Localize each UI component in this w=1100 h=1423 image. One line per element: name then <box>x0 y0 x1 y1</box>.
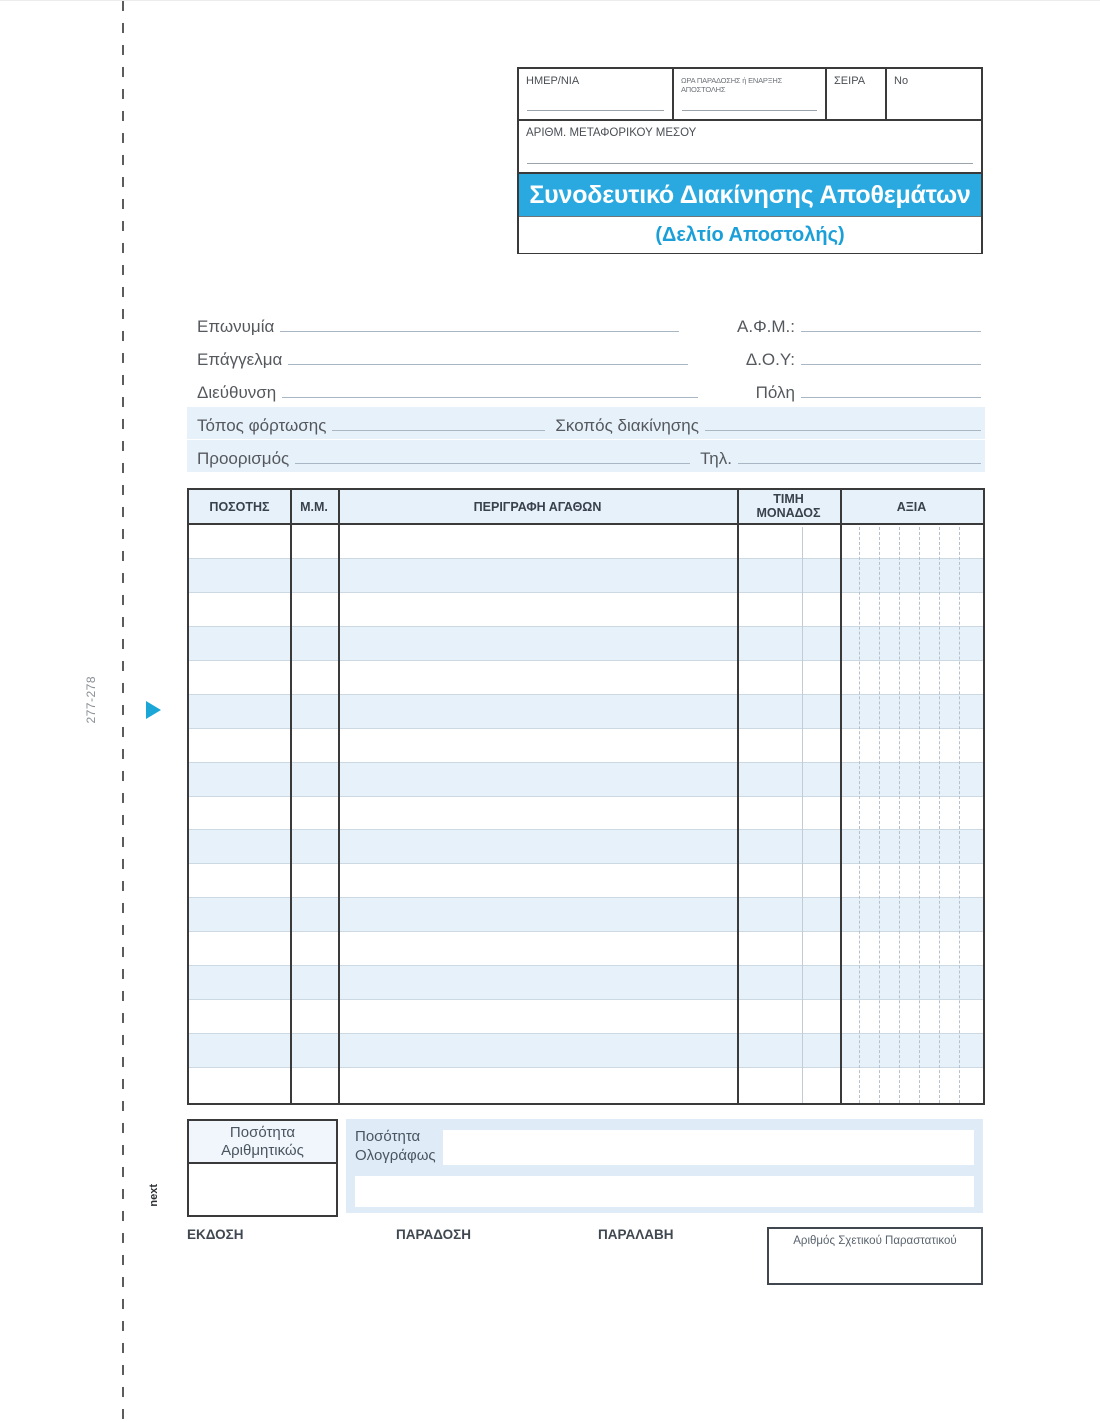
name-write-line <box>280 330 679 332</box>
col-quantity: ΠΟΣΟΤΗΣ <box>209 499 270 514</box>
table-row <box>189 694 983 728</box>
perforation-dashed-line <box>122 1 124 1423</box>
value-subcolumn-line <box>939 527 940 1103</box>
price-decimal-line <box>802 527 803 1103</box>
phone-label: Τηλ. <box>700 449 732 468</box>
col-value: ΑΞΙΑ <box>896 499 927 514</box>
vehicle-label: ΑΡΙΘΜ. ΜΕΤΑΦΟΡΙΚΟΥ ΜΕΣΟΥ <box>526 127 697 139</box>
party-info-section <box>187 308 985 473</box>
document-title: Συνοδευτικό Διακίνησης Αποθεμάτων <box>519 174 981 216</box>
city-write-line <box>801 396 981 398</box>
vehicle-write-line <box>527 163 973 164</box>
col-separator <box>338 490 340 1103</box>
col-unit: Μ.Μ. <box>300 499 328 514</box>
party-row-name <box>187 308 985 340</box>
series-cell <box>827 69 887 119</box>
tax-office-label: Δ.Ο.Υ: <box>745 350 795 369</box>
table-row <box>189 796 983 830</box>
document-subtitle: (Δελτίο Αποστολής) <box>519 216 981 253</box>
table-row <box>189 897 983 931</box>
loading-place-label: Τόπος φόρτωσης <box>197 416 327 435</box>
name-label: Επωνυμία <box>197 317 275 336</box>
document-header-block <box>517 67 983 254</box>
table-row <box>189 931 983 965</box>
sheet-code-vertical: 277-278 <box>84 676 98 724</box>
time-label: ΩΡΑ ΠΑΡΑΔΟΣΗΣ ή ΕΝΑΡΞΗΣ ΑΠΟΣΤΟΛΗΣ <box>681 76 783 94</box>
value-subcolumn-line <box>859 527 860 1103</box>
items-table-header <box>189 490 983 525</box>
value-subcolumn-line <box>919 527 920 1103</box>
quantity-numeric-label: Ποσότητα Αριθμητικώς <box>189 1121 336 1164</box>
quantity-words-label: Ποσότητα Ολογράφως <box>355 1128 436 1164</box>
party-row-profession <box>187 341 985 373</box>
table-row <box>189 558 983 592</box>
party-row-destination <box>187 440 985 472</box>
items-table-body <box>189 525 983 1101</box>
phone-write-line <box>738 462 981 464</box>
date-write-line <box>527 110 664 111</box>
address-label: Διεύθυνση <box>197 383 277 402</box>
number-cell <box>887 69 981 119</box>
number-label: No <box>894 75 909 87</box>
movement-purpose-write-line <box>705 429 981 431</box>
col-separator <box>290 490 292 1103</box>
header-row-1 <box>519 69 981 121</box>
delivery-label: ΠΑΡΑΔΟΣΗ <box>396 1227 471 1242</box>
destination-label: Προορισμός <box>197 449 290 468</box>
profession-label: Επάγγελμα <box>197 350 283 369</box>
quantity-numeric-box <box>187 1119 338 1217</box>
value-subcolumn-line <box>959 527 960 1103</box>
table-row <box>189 728 983 762</box>
table-row <box>189 1033 983 1067</box>
time-write-line <box>682 110 817 111</box>
time-cell <box>674 69 827 119</box>
value-subcolumn-line <box>879 527 880 1103</box>
destination-write-line <box>295 462 690 464</box>
party-row-loading-place <box>187 407 985 439</box>
col-unit-price: ΤΙΜΗ ΜΟΝΑΔΟΣ <box>756 491 821 520</box>
table-row <box>189 863 983 897</box>
date-cell <box>519 69 674 119</box>
quantity-words-panel <box>346 1119 983 1213</box>
col-description: ΠΕΡΙΓΡΑΦΗ ΑΓΑΘΩΝ <box>473 499 602 514</box>
date-label: ΗΜΕΡ/ΝΙΑ <box>526 75 580 87</box>
table-row <box>189 762 983 796</box>
col-separator <box>840 490 842 1103</box>
loading-place-write-line <box>332 429 545 431</box>
vat-write-line <box>801 330 981 332</box>
vehicle-number-cell <box>519 121 981 174</box>
value-subcolumn-line <box>899 527 900 1103</box>
vat-label: Α.Φ.Μ.: <box>737 317 795 336</box>
series-label: ΣΕΙΡΑ <box>834 75 866 87</box>
table-row <box>189 1067 983 1101</box>
col-separator <box>737 490 739 1103</box>
receipt-label: ΠΑΡΑΛΑΒΗ <box>598 1227 674 1242</box>
brand-vertical: next <box>148 1184 160 1207</box>
table-row <box>189 525 983 558</box>
table-row <box>189 829 983 863</box>
city-label: Πόλη <box>755 383 795 402</box>
table-row <box>189 660 983 694</box>
table-row <box>189 999 983 1033</box>
related-document-label: Αριθμός Σχετικού Παραστατικού <box>793 1235 957 1247</box>
address-write-line <box>282 396 697 398</box>
table-row <box>189 626 983 660</box>
marker-triangle-icon <box>146 701 161 719</box>
items-table <box>187 488 985 1105</box>
table-row <box>189 965 983 999</box>
movement-purpose-label: Σκοπός διακίνησης <box>555 416 699 435</box>
related-document-box <box>767 1227 983 1285</box>
quantity-words-write-line-2 <box>355 1176 974 1207</box>
table-row <box>189 592 983 626</box>
party-row-address <box>187 374 985 406</box>
issue-label: ΕΚΔΟΣΗ <box>187 1227 244 1242</box>
tax-office-write-line <box>801 363 981 365</box>
profession-write-line <box>288 363 687 365</box>
quantity-words-write-line-1 <box>443 1130 974 1165</box>
